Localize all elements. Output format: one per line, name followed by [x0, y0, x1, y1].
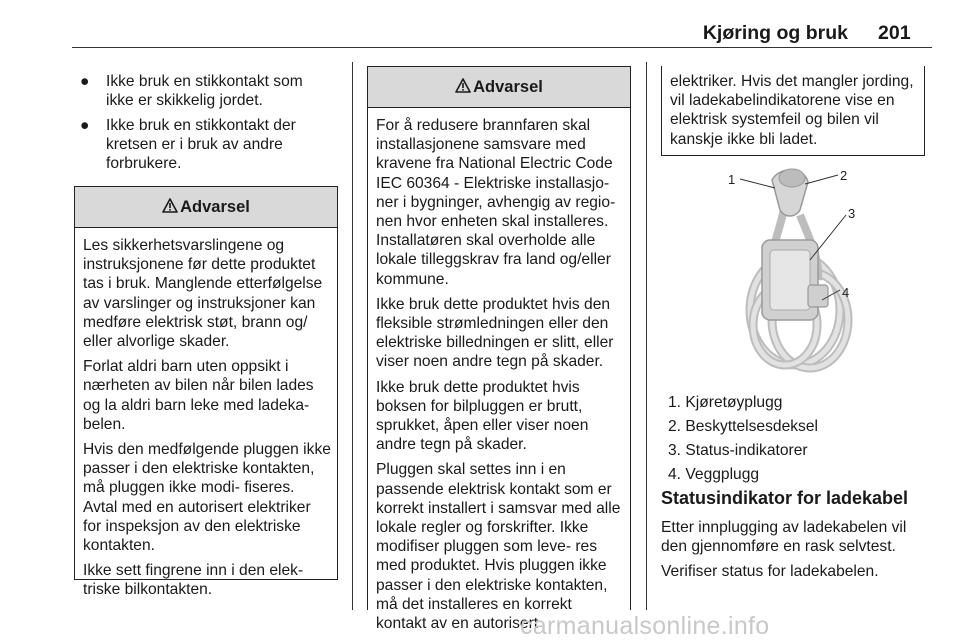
- wall-plug: [808, 285, 828, 307]
- column-divider-2: [646, 62, 647, 610]
- section-paragraph: Verifiser status for ladekabelen.: [661, 563, 879, 580]
- bullet-text-line: kretsen er i bruk av andre: [106, 136, 283, 154]
- warning-box-body: [75, 228, 337, 600]
- warning-title: Advarsel: [180, 198, 250, 216]
- legend-label: Status-indikatorer: [685, 442, 808, 459]
- warning-paragraph: elektriker. Hvis det mangler jording, vil ladekabelindikatorene vise en elektrisk systemfeil og bilen vil kanskje ikke bli ladet.: [670, 73, 914, 148]
- warning-box-header: [368, 67, 630, 108]
- bullet-text-line: forbrukere.: [106, 155, 182, 173]
- legend-item: [668, 394, 782, 412]
- warning-paragraph: Ikke bruk dette produktet hvis boksen for bilpluggen er brutt, sprukket, åpen eller viser noen andre tegn på skader.: [376, 378, 589, 454]
- section-paragraph: Etter innplugging av ladekabelen vil den gjennomføre en rask selvtest.: [661, 519, 907, 556]
- bullet-item-2: [80, 116, 340, 174]
- section-title: Statusindikator for ladekabel: [661, 488, 909, 508]
- legend-item: [668, 418, 818, 436]
- warning-paragraph: For å redusere brannfaren skal installasjonene samsvare med kravene fra National Electric Code IEC 60364 - Elektriske installasjo- ner i bygninger, avhengig av regio- nen hvor enheten skal installeres. Installatøren skal overholde alle lokale tilleggskrav fra land og/eller kommune.: [376, 117, 616, 288]
- bullet-text-line: Ikke bruk en stikkontakt der: [106, 117, 296, 134]
- legend-num: 3.: [668, 442, 682, 459]
- legend-label: Beskyttelsesdeksel: [685, 418, 818, 435]
- legend-label: Kjøretøyplugg: [685, 394, 783, 411]
- warning-title: Advarsel: [473, 78, 543, 96]
- warning-box-body: [368, 108, 630, 633]
- legend-item: [668, 466, 759, 484]
- bullet-text-line: ikke er skikkelig jordet.: [106, 92, 263, 110]
- page-number: 201: [878, 22, 911, 44]
- bullet-dot: ●: [80, 117, 90, 134]
- warning-box-2: [367, 66, 631, 633]
- warning-triangle-icon: [455, 78, 471, 93]
- legend-num: 2.: [668, 418, 682, 435]
- figure-callout-4: 4: [842, 285, 850, 300]
- warning-paragraph: Pluggen skal settes inn i en passende elektrisk kontakt som er korrekt installert i samsvar med alle lokale regler og forskrifter. Ikke modifiser pluggen som leve- res med produktet. Hvis pluggen ikke passer i den elektriske kontakten, må det installeres en korrekt kontakt av en autorisert: [376, 461, 621, 633]
- warning-box-1: [74, 186, 338, 599]
- figure-callout-1: 1: [728, 172, 736, 187]
- header-rule: [72, 47, 932, 48]
- warning-paragraph: Les sikkerhetsvarslingene og instruksjonene før dette produktet tas i bruk. Manglende etterfølgelse av varslinger og instruksjoner kan medføre elektrisk støt, brann og/ eller alvorlige skader.: [83, 237, 323, 351]
- bullet-dot: ●: [80, 73, 90, 90]
- warning-paragraph: Ikke bruk dette produktet hvis den fleksible strømledningen eller den elektriske billedningen er slitt, eller viser noen andre tegn på skader.: [376, 295, 614, 371]
- warning-paragraph: Hvis den medfølgende pluggen ikke passer i den elektriske kontakten, må pluggen ikke modi- fiseres. Avtal med en autorisert elektriker for inspeksjon av den elektriske kontakten.: [83, 441, 331, 555]
- legend-item: [668, 442, 808, 460]
- warning-box-continued: [661, 66, 925, 156]
- warning-paragraph: Forlat aldri barn uten oppsikt i nærheten av bilen når bilen lades og la aldri barn leke med ladeka- belen.: [83, 358, 314, 433]
- legend-num: 4.: [668, 466, 682, 483]
- warning-triangle-icon: [162, 198, 178, 213]
- figure-callout-2: 2: [840, 168, 848, 183]
- charging-cable-figure: [700, 160, 920, 380]
- bullet-item-1: [80, 72, 340, 110]
- legend-label: Veggplugg: [685, 466, 760, 483]
- warning-box-header: [75, 187, 337, 228]
- figure-callout-3: 3: [848, 206, 856, 221]
- column-divider-1: [352, 62, 353, 610]
- legend-num: 1.: [668, 394, 682, 411]
- watermark: carmanualsonline.info: [520, 612, 770, 640]
- warning-paragraph: Ikke sett fingrene inn i den elek- triske bilkontakten.: [83, 562, 304, 599]
- page-header-title: Kjøring og bruk: [702, 22, 848, 44]
- bullet-text-line: Ikke bruk en stikkontakt som: [106, 73, 303, 90]
